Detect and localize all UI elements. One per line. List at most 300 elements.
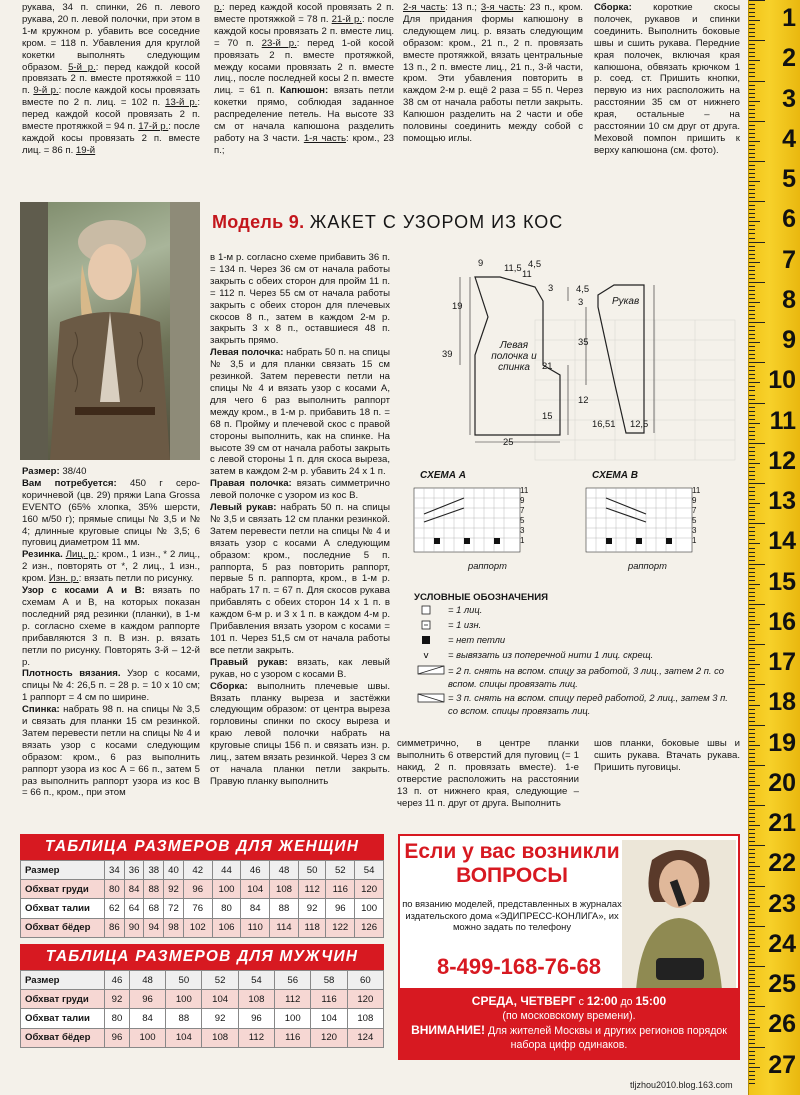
text-block: : 13 п.; [445,2,477,13]
ruler-tick [749,845,765,846]
twist-symbol: v [423,651,429,661]
ruler-tick [749,918,755,919]
contact-box [398,834,740,1060]
ruler-tick [749,765,765,766]
ruler-tick [749,161,765,162]
row-ref: 13-й р. [165,97,198,109]
ruler-tick [749,946,760,947]
ruler-tick [749,60,760,61]
row-number: 5 [520,516,525,525]
legend-item: = 1 лиц. [448,604,483,615]
ruler-tick [749,427,755,428]
ruler-tick [749,12,755,13]
ruler-tick [749,729,755,730]
ruler-tick [749,40,765,41]
ruler-tick [749,857,755,858]
ruler-tick [749,572,755,573]
ruler-tick [749,56,755,57]
dim-label: 21 [542,360,553,371]
ruler-tick [749,282,765,283]
ruler-tick [749,753,755,754]
ruler-tick [749,475,755,476]
ruler-tick [749,483,765,484]
row-label: Размер [21,861,105,880]
ruler-tick [749,314,755,315]
ruler-tick [749,709,755,710]
contact-hours-prefix: с [578,996,584,1008]
ruler-tick [749,970,755,971]
ruler-tick [749,668,755,669]
text-block: набрать 50 п. на спицы № 3,5 и связать 12 см планки резинкой. Затем перевести петли на спицы № 4 и вязать узор с косами А следующим образом: кром., последние 5 п. раппорта, 5 раз повторить раппорт, первые 5 п. раппорта, кром., в 1-м р. набрать 17 п. = 67 п. Для скосов рукава прибавлять с обеих сторон 14 x 1 п. в каждом 6-м р. и 3 x 1 п. в каждом 4-м р. Прибавления вязать узором с косами = 101 п. Через 51,5 см от начала работы все петли закрыть. [210,502,390,656]
ruler-tick [749,930,755,931]
ruler-tick [749,809,755,810]
women-size-table [20,860,384,938]
ruler-tick [749,362,765,363]
ruler-tick [749,862,755,863]
ruler-tick [749,177,755,178]
mid-col [210,252,390,788]
left-col [22,466,200,799]
ruler-tick [749,44,755,45]
ruler-number: 20 [768,768,796,797]
ruler-tick [749,286,755,287]
section-label: Резинка. [22,549,63,561]
ruler-tick [749,278,755,279]
table-cell: 44 [212,861,241,880]
ruler-tick [749,817,755,818]
ruler-tick [749,1063,755,1064]
woman-in-cable-jacket-illustration [20,202,200,460]
ruler-tick [749,986,760,987]
table-cell: 96 [105,1028,130,1047]
ruler-tick [749,386,755,387]
ruler-tick [749,89,755,90]
ruler-tick [749,479,755,480]
table-cell: 104 [241,880,270,899]
ruler-tick [749,950,755,951]
table-cell: 92 [298,899,326,918]
ruler-tick [749,250,755,251]
ruler-tick [749,849,755,850]
ruler-tick [749,97,755,98]
table-cell: 96 [326,899,355,918]
ruler-tick [749,411,755,412]
ruler-tick [749,874,755,875]
ruler-tick [749,435,755,436]
ruler-tick [749,378,755,379]
ruler-tick [749,8,755,9]
woman-with-phone-illustration [622,840,736,990]
text-block: : перед каждой косой провязать 2 п. вместе протяжкой = 78 п. [214,2,394,25]
ruler-tick [749,998,755,999]
table-cell: 48 [129,971,165,990]
contact-band [400,988,738,1058]
legend-item: = 2 п. снять на вспом. спицу за работой, 3 лиц., затем 2 п. со вспом. спицы провязать лиц. [448,665,724,689]
ruler-tick [749,1031,755,1032]
knit-symbol [422,606,430,614]
ruler-tick [749,302,760,303]
ruler-tick [749,181,760,182]
ruler-tick [749,370,755,371]
ruler-tick [749,741,755,742]
ruler-tick [749,1075,755,1076]
row-number: 1 [692,536,697,545]
ruler-tick [749,233,755,234]
table-cell: 120 [311,1028,347,1047]
ruler-tick [749,886,765,887]
table-row [21,899,384,918]
table-row [21,971,384,990]
ruler-tick [749,439,755,440]
text-block: : после каждой косы провязать 2 п. вместе лиц. = 86 п. [22,121,201,156]
ruler-tick [749,415,755,416]
row-label: Обхват бёдер [21,1028,105,1047]
ruler-tick [749,390,755,391]
ruler-tick [749,262,760,263]
text-block: : перед каждой косой провязать 2 п. вместе протяжкой = 110 п. [22,61,201,97]
table-cell: 60 [347,971,383,990]
contact-heading [402,840,622,888]
contact-days: СРЕДА, ЧЕТВЕРГ [471,994,576,1008]
row-number: 5 [692,516,697,525]
ruler-tick [749,129,755,130]
table-cell: 108 [270,880,299,899]
text-block: Узор с косами, спицы № 4: 26,5 п. = 28 р. = 10 x 10 см; 1 раппорт = 4 см по ширине. [22,668,200,704]
ruler-tick [749,1002,755,1003]
table-cell: 106 [212,918,241,937]
top-col-2 [214,2,394,157]
table-cell: 38 [144,861,164,880]
table-cell: 94 [144,918,164,937]
ruler-number: 13 [768,487,796,516]
ruler-tick [749,527,755,528]
ruler-tick [749,1039,755,1040]
ruler-tick [749,612,755,613]
ruler-tick [749,431,755,432]
ruler-number: 1 [782,4,796,32]
ruler-tick [749,568,755,569]
dim-label: 4,5 [528,258,542,269]
ruler-tick [749,721,755,722]
dim-label: 11,5 [504,262,522,273]
ruler-tick [749,294,755,295]
row-number: 3 [520,526,525,535]
contact-notice: Для жителей Москвы и других регионов порядок набора цифр одинаков. [487,1025,727,1051]
section-label: Узор с косами А и В: [22,585,145,597]
ruler-tick [749,64,755,65]
text-block: : вязать петли по рисунку. [78,573,194,585]
ruler-tick [749,28,755,29]
table-cell: 92 [202,1009,238,1028]
ruler-tick [749,137,755,138]
ruler-tick [749,76,755,77]
ruler-tick [749,733,755,734]
ruler-tick [749,620,755,621]
text-block: вязать петли кокетки прямо, соблюдая заданное распределение петель. На высоте 33 см от начала капюшона разделить работу на 3 части. [214,85,394,144]
ruler-tick [749,757,755,758]
ruler-tick [749,596,755,597]
section-label: Капюшон: [280,85,329,97]
ruler-number: 18 [768,688,796,717]
table-cell: 114 [270,918,299,937]
ruler-tick [749,507,755,508]
ruler-tick [749,109,755,110]
table-cell: 88 [270,899,299,918]
table-cell: 62 [105,899,125,918]
ruler-number: 15 [768,567,796,596]
table-cell: 54 [238,971,274,990]
ruler-number: 14 [768,527,796,556]
text-block: вязать, как левый рукав, но с узором с косами В. [210,656,391,680]
text-block: выполнить плечевые швы. Вязать планку выреза и застёжки следующим образом: от центра выреза горловины спинки по скосу выреза и краю левой полочки набрать на круговые спицы 156 п. и связать изн. р. лиц., затем вязать резинкой. Через 3 см от начала планки петли закрыть. Правую планку выполнить [210,680,390,787]
ruler-tick [749,1006,765,1007]
ruler-tick [749,443,765,444]
text-block: в 1-м р. согласно схеме прибавить 36 п. = 134 п. Через 36 см от начала работы закрыть с обеих сторон для пройм 11 п. = 112 п. Через 55 см от начала работы закрыть с обеих сторон для плечевых скосов 8 п., затем в каждом 2-м р. закрыть 3 x 8 п., оставшиеся 48 п. закрыть прямо. [210,252,390,347]
ruler-tick [749,499,755,500]
ruler-tick [749,789,755,790]
text-block: симметрично, в центре планки выполнить 6 отверстий для пуговиц (= 1 накид, 2 п. провязать вместе). 1-е отверстие расположить на расстоянии 13 п. от нижнего края, следующие – через 11 п. друг от друга. Выполнить [397,738,579,809]
text-block: 38/40 [62,466,87,477]
table-cell: 112 [298,880,326,899]
ruler-tick [749,825,760,826]
ruler-tick [749,173,755,174]
top-col-4 [594,2,740,157]
legend-item: = вывязать из поперечной нити 1 лиц. скрещ. [448,649,654,660]
ruler-tick [749,1079,755,1080]
ruler-tick [749,20,760,21]
section-label: Правый рукав: [210,656,288,668]
scheme-a-row-numbers [520,486,534,546]
ruler-tick [749,841,755,842]
table-cell: 116 [311,990,347,1009]
dim-label: 9 [478,257,484,268]
men-size-table-title: ТАБЛИЦА РАЗМЕРОВ ДЛЯ МУЖЧИН [20,944,384,970]
ruler-tick [749,652,755,653]
table-cell: 120 [347,990,383,1009]
ruler-number: 4 [782,124,796,153]
ruler-tick [749,624,760,625]
dim-label: 4,5 [576,283,590,294]
ruler-tick [749,346,755,347]
ruler-tick [749,201,765,202]
table-cell: 108 [238,990,274,1009]
contact-heading-line2: ВОПРОСЫ [456,864,568,887]
ruler-number: 6 [782,205,796,234]
ruler-tick [749,974,755,975]
ruler-tick [749,801,755,802]
ruler-number: 7 [782,245,796,274]
text-block: набрать 98 п. на спицы № 3,5 и связать для планки 15 см резинкой. Затем перевести петли на спицы № 4 и вязать узор с косами следующим образом: кром., 6 раз выполнить раппорт узора из кос А = 66 п., затем 5 раз выполнить раппорт узора из кос В = 66 п., кром., при этом [22,704,201,799]
ruler-tick [749,523,765,524]
table-cell: 126 [355,918,384,937]
ruler-tick [749,266,755,267]
ruler-tick [749,898,755,899]
ruler-tick [749,660,755,661]
ruler-tick [749,725,765,726]
ruler-tick [749,205,755,206]
contact-timezone: (по московскому времени). [502,1010,636,1022]
table-cell: 112 [275,990,311,1009]
dim-label: 39 [442,348,453,359]
ruler-tick [749,894,755,895]
ruler-tick [749,503,760,504]
ruler-tick [749,354,755,355]
table-cell: 116 [275,1028,311,1047]
section-label: Плотность вязания. [22,668,121,680]
ruler-tick [749,560,755,561]
ruler-tick [749,990,755,991]
row-ref: р. [214,2,223,13]
ruler-tick [749,745,760,746]
ruler-tick [749,209,755,210]
table-cell: 100 [355,899,384,918]
model-title: ЖАКЕТ С УЗОРОМ ИЗ КОС [309,212,564,232]
women-size-table-title: ТАБЛИЦА РАЗМЕРОВ ДЛЯ ЖЕНЩИН [20,834,384,860]
dim-label: 12,5 [630,418,649,429]
table-row [21,990,384,1009]
ruler-tick [749,0,765,1]
ruler-tick [749,926,765,927]
table-cell: 50 [166,971,202,990]
dim-label: 19 [452,300,463,311]
table-row [21,861,384,880]
contact-to: 15:00 [635,994,667,1008]
ruler-tick [749,455,755,456]
ruler-tick [749,608,755,609]
ruler-tick [749,749,755,750]
ruler-tick [749,833,755,834]
sleeve-piece-label: Рукав [612,296,640,307]
top-col-1 [22,2,200,157]
ruler-tick [749,113,755,114]
scheme-a-title: СХЕМА А [420,470,466,481]
ruler-tick [749,680,755,681]
row-ref: 5-й р. [68,61,96,73]
row-ref: 19-й [75,144,96,156]
ruler-tick [749,491,755,492]
section-label: Вам потребуется: [22,477,117,489]
ruler-tick [749,552,755,553]
table-cell: 118 [298,918,326,937]
ruler-tick [749,149,755,150]
ruler-tick [749,688,755,689]
ruler-tick [749,342,760,343]
contact-phone[interactable]: 8-499-168-76-68 [437,954,601,979]
ruler-tick [749,870,755,871]
contact-description: по вязанию моделей, представленных в журналах издательского дома «ЭДИПРЕСС-КОНЛИГА», их можно задать по телефону [402,898,622,932]
scheme-b-row-numbers [692,486,706,546]
table-cell: 120 [355,880,384,899]
ruler-tick [749,705,760,706]
front-piece-label: Левая полочка и спинка [491,340,537,373]
text-block: шов планки, боковые швы и сшить рукава. Втачать рукава. Пришить пуговицы. [594,738,740,773]
legend-title: УСЛОВНЫЕ ОБОЗНАЧЕНИЯ [414,592,548,603]
ruler-tick [749,193,755,194]
section-label: Правая полочка: [210,478,292,490]
ruler-tick [749,548,755,549]
table-cell: 52 [326,861,355,880]
men-size-table [20,970,384,1048]
ruler-tick [749,906,760,907]
ruler-number: 26 [768,1010,796,1039]
row-ref: 17-й р. [138,121,169,133]
text-block: : перед каждой косой провязать 2 п. вместе протяжкой = 94 п. [22,97,200,133]
ruler-tick [749,4,755,5]
ruler-tick [749,922,755,923]
ruler-number: 24 [768,929,796,958]
ruler-tick [749,785,760,786]
ruler-tick [749,604,765,605]
ruler-tick [749,459,755,460]
text-block: короткие скосы полочек, рукавов и спинки соединить. Выполнить боковые швы и сшить рукава. Передние края полочек, включая края капюшона, обвязать крючком 1 р. соед. ст. Пришить кнопки, первую из них расположить на расстоянии 35 см от нижнего края, остальные – на расстоянии 10 см друг от друга. Меховой помпон пришить к верху капюшона (см. фото). [594,2,741,156]
ruler-tick [749,1059,755,1060]
ruler-number: 3 [782,84,796,113]
ruler-tick [749,68,755,69]
ruler-tick [749,298,755,299]
table-cell: 48 [270,861,299,880]
model-heading [212,212,563,233]
ruler-tick [749,656,755,657]
ruler-tick [749,700,755,701]
table-cell: 64 [124,899,144,918]
ruler-tick [749,185,755,186]
table-cell: 72 [164,899,184,918]
ruler-tick [749,813,755,814]
ruler-tick [749,1083,755,1084]
ruler-tick [749,942,755,943]
ruler-tick [749,837,755,838]
table-cell: 116 [326,880,355,899]
ruler-tick [749,1043,755,1044]
table-cell: 102 [183,918,212,937]
table-cell: 96 [183,880,212,899]
ruler-number: 25 [768,970,796,999]
model-photo [20,202,200,460]
ruler-tick [749,213,755,214]
ruler-tick [749,225,755,226]
table-cell: 100 [275,1009,311,1028]
bottom-col-3 [397,738,579,809]
ruler-tick [749,399,755,400]
row-number: 9 [520,496,525,505]
ruler-tick [749,882,755,883]
ruler-tick [749,117,755,118]
ruler-tick [749,1067,760,1068]
ruler-tick [749,511,755,512]
ruler-tick [749,310,755,311]
dim-label: 3 [548,282,554,293]
section-label: Левый рукав: [210,502,277,514]
ruler-tick [749,105,755,106]
ruler-tick [749,334,755,335]
scheme-grids [410,484,720,564]
ruler-tick [749,1014,755,1015]
row-ref: 23-й р. [261,37,297,49]
contact-notice-label: ВНИМАНИЕ! [411,1023,485,1037]
row-number: 11 [520,486,529,495]
row-number: 7 [520,506,525,515]
ruler-tick [749,141,760,142]
table-cell: 92 [105,990,130,1009]
ruler-tick [749,676,755,677]
text-block: : кром., 23 п.; [214,132,395,156]
ruler-tick [749,125,755,126]
table-cell: 68 [144,899,164,918]
ruler-tick [749,934,755,935]
ruler-tick [749,737,755,738]
dim-label: 15 [542,410,553,421]
row-label: Размер [21,971,105,990]
